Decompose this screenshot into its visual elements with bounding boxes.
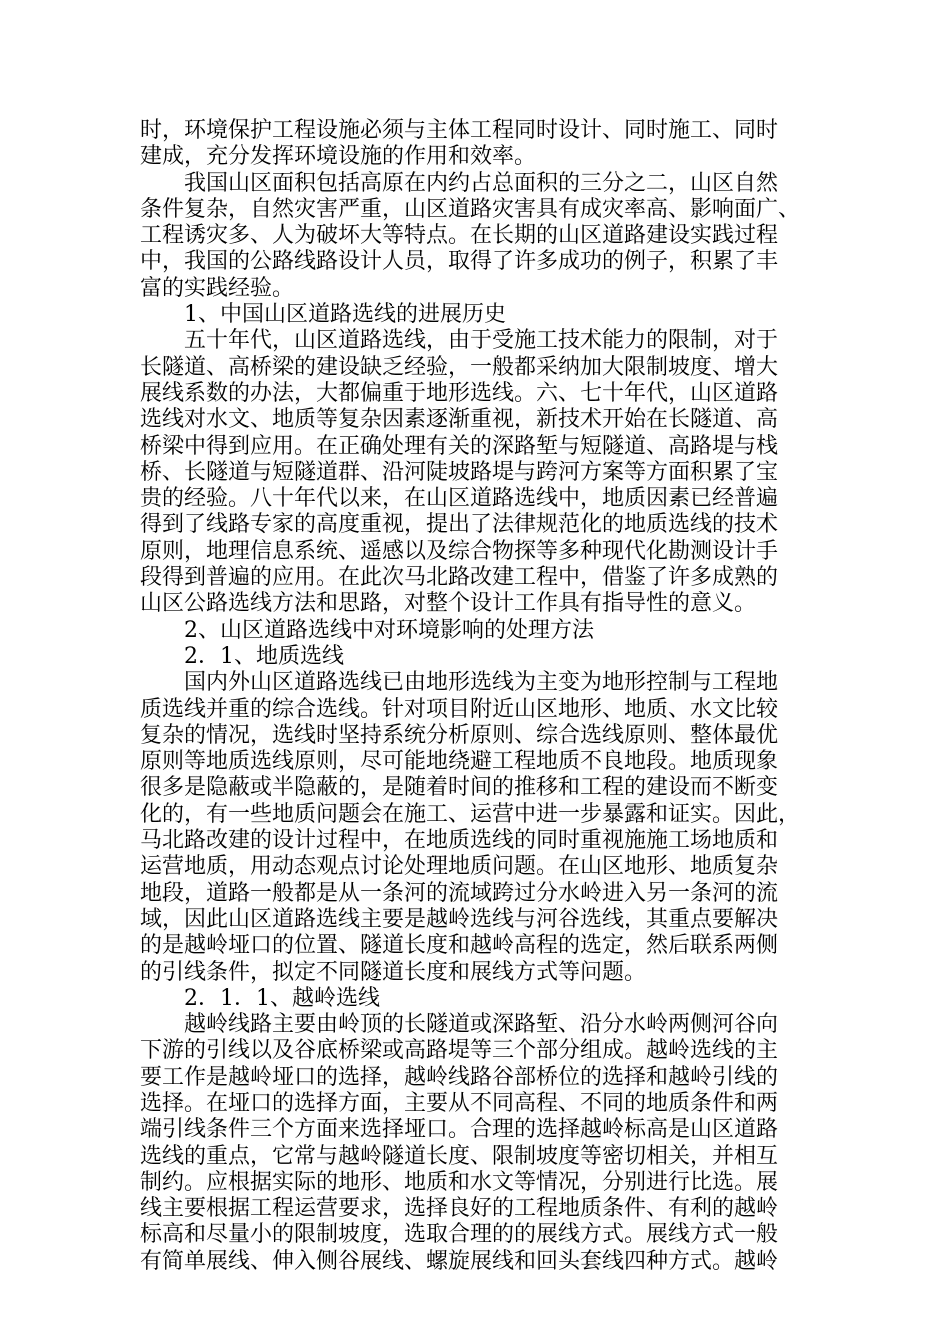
paragraph xyxy=(140,328,805,617)
text-line: 山区公路选线方法和思路，对整个设计工作具有指导性的意义。 xyxy=(140,591,757,617)
text-line: 原则，地理信息系统、遥感以及综合物探等多种现代化勘测设计手 xyxy=(140,538,779,564)
text-line: 要工作是越岭垭口的选择，越岭线路谷部桥位的选择和越岭引线的 xyxy=(140,1064,779,1090)
text-line: 原则等地质选线原则，尽可能地绕避工程地质不良地段。地质现象 xyxy=(140,749,779,775)
text-line: 选线对水文、地质等复杂因素逐渐重视，新技术开始在长隧道、高 xyxy=(140,407,779,433)
text-line: 2、山区道路选线中对环境影响的处理方法 xyxy=(184,617,594,643)
text-line: 国内外山区道路选线已由地形选线为主变为地形控制与工程地 xyxy=(184,670,779,696)
text-line: 越岭线路主要由岭顶的长隧道或深路堑、沿分水岭两侧河谷向 xyxy=(184,1012,779,1038)
text-line: 选线的重点，它常与越岭隧道长度、限制坡度等密切相关，并相互 xyxy=(140,1143,779,1169)
text-line: 条件复杂，自然灾害严重，山区道路灾害具有成灾率高、影响面广、 xyxy=(140,196,801,222)
text-line: 得到了线路专家的高度重视，提出了法律规范化的地质选线的技术 xyxy=(140,512,779,538)
text-line: 端引线条件三个方面来选择垭口。合理的选择越岭标高是山区道路 xyxy=(140,1117,779,1143)
text-line: 下游的引线以及谷底桥梁或高路堤等三个部分组成。越岭选线的主 xyxy=(140,1038,779,1064)
text-line: 工程诱灾多、人为破坏大等特点。在长期的山区道路建设实践过程 xyxy=(140,223,779,249)
paragraph xyxy=(140,118,805,171)
text-line: 化的，有一些地质问题会在施工、运营中进一步暴露和证实。因此， xyxy=(140,801,801,827)
paragraph xyxy=(140,302,805,328)
text-line: 的是越岭垭口的位置、隧道长度和越岭高程的选定，然后联系两侧 xyxy=(140,933,779,959)
document-body xyxy=(140,118,805,1275)
text-line: 质选线并重的综合选线。针对项目附近山区地形、地质、水文比较 xyxy=(140,696,779,722)
text-line: 时，环境保护工程设施必须与主体工程同时设计、同时施工、同时 xyxy=(140,118,779,143)
text-line: 有简单展线、伸入侧谷展线、螺旋展线和回头套线四种方式。越岭 xyxy=(140,1248,779,1274)
text-line: 运营地质，用动态观点讨论处理地质问题。在山区地形、地质复杂 xyxy=(140,854,779,880)
text-line: 展线系数的办法，大都偏重于地形选线。六、七十年代，山区道路 xyxy=(140,380,779,406)
text-line: 1、中国山区道路选线的进展历史 xyxy=(184,302,506,328)
text-line: 很多是隐蔽或半隐蔽的，是随着时间的推移和工程的建设而不断变 xyxy=(140,775,779,801)
text-line: 五十年代，山区道路选线，由于受施工技术能力的限制，对于 xyxy=(184,328,779,354)
text-line: 建成，充分发挥环境设施的作用和效率。 xyxy=(140,144,537,170)
text-line: 的引线条件，拟定不同隧道长度和展线方式等问题。 xyxy=(140,959,647,985)
paragraph xyxy=(140,1012,805,1275)
text-line: 2．1．1、越岭选线 xyxy=(184,985,380,1011)
paragraph xyxy=(140,986,805,1012)
text-line: 地段，道路一般都是从一条河的流域跨过分水岭进入另一条河的流 xyxy=(140,880,779,906)
paragraph xyxy=(140,618,805,644)
text-line: 选择。在垭口的选择方面，主要从不同高程、不同的地质条件和两 xyxy=(140,1090,779,1116)
text-line: 我国山区面积包括高原在内约占总面积的三分之二，山区自然 xyxy=(184,170,779,196)
text-line: 域，因此山区道路选线主要是越岭选线与河谷选线，其重点要解决 xyxy=(140,906,779,932)
text-line: 复杂的情况，选线时坚持系统分析原则、综合选线原则、整体最优 xyxy=(140,722,779,748)
text-line: 段得到普遍的应用。在此次马北路改建工程中，借鉴了许多成熟的 xyxy=(140,565,779,591)
text-line: 2．1、地质选线 xyxy=(184,643,344,669)
text-line: 长隧道、高桥梁的建设缺乏经验，一般都采纳加大限制坡度、增大 xyxy=(140,354,779,380)
text-line: 贵的经验。八十年代以来，在山区道路选线中，地质因素已经普遍 xyxy=(140,486,779,512)
text-line: 标高和尽量小的限制坡度，选取合理的的展线方式。展线方式一般 xyxy=(140,1222,779,1248)
text-line: 桥梁中得到应用。在正确处理有关的深路堑与短隧道、高路堤与栈 xyxy=(140,433,779,459)
paragraph xyxy=(140,644,805,670)
paragraph xyxy=(140,171,805,302)
text-line: 富的实践经验。 xyxy=(140,275,295,301)
paragraph xyxy=(140,670,805,986)
text-line: 桥、长隧道与短隧道群、沿河陡坡路堤与跨河方案等方面积累了宝 xyxy=(140,459,779,485)
text-line: 马北路改建的设计过程中，在地质选线的同时重视施施工场地质和 xyxy=(140,828,779,854)
text-line: 中，我国的公路线路设计人员，取得了许多成功的例子，积累了丰 xyxy=(140,249,779,275)
text-line: 制约。应根据实际的地形、地质和水文等情况，分别进行比选。展 xyxy=(140,1169,779,1195)
text-line: 线主要根据工程运营要求，选择良好的工程地质条件、有利的越岭 xyxy=(140,1196,779,1222)
